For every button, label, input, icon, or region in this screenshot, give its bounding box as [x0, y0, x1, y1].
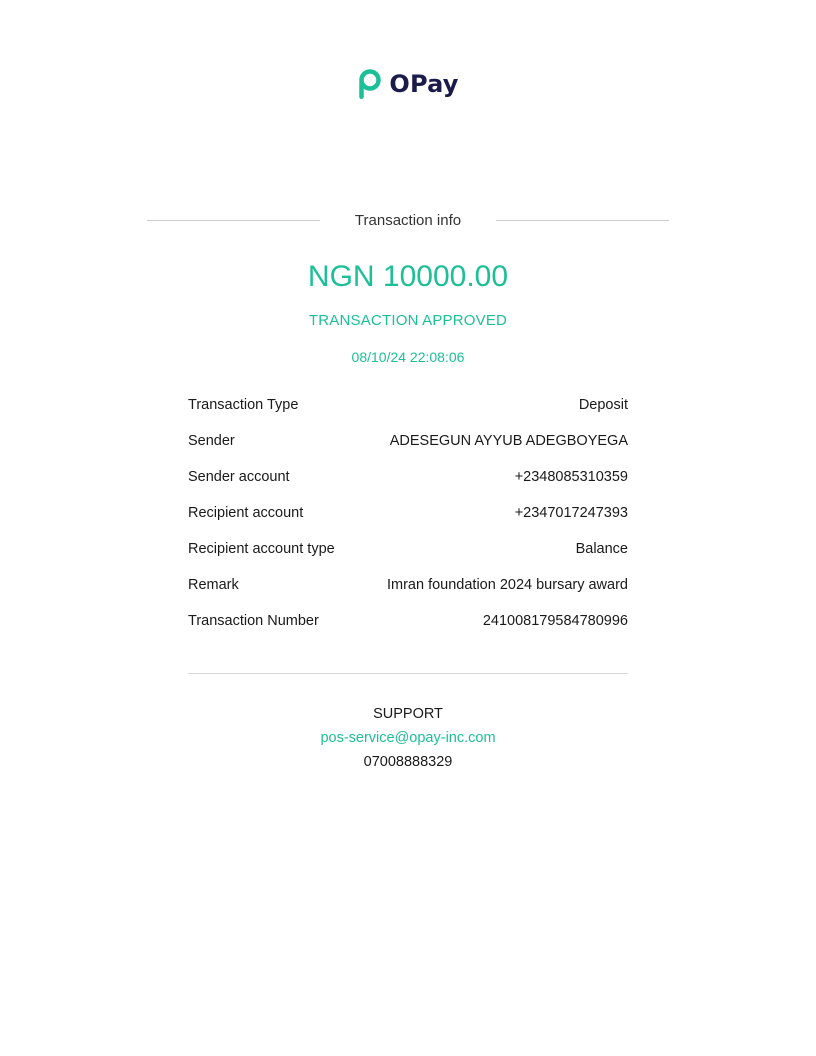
support-email-link[interactable]: pos-service@opay-inc.com [320, 730, 496, 746]
detail-label: Transaction Type [188, 397, 299, 413]
detail-row-sender [188, 423, 628, 459]
detail-label: Recipient account type [188, 541, 335, 557]
detail-label: Recipient account [188, 505, 304, 521]
detail-row-recipient-account [188, 495, 628, 531]
detail-row-sender-account [188, 459, 628, 495]
detail-value: ADESEGUN AYYUB ADEGBOYEGA [389, 433, 628, 449]
detail-label: Sender account [188, 469, 290, 485]
detail-value: Balance [575, 541, 628, 557]
detail-label: Transaction Number [188, 613, 319, 629]
detail-value: +2347017247393 [514, 505, 628, 521]
section-header-line-right [496, 220, 669, 221]
section-title: Transaction info [354, 211, 462, 229]
detail-row-recipient-account-type [188, 531, 628, 567]
detail-row-remark [188, 567, 628, 603]
transaction-datetime: 08/10/24 22:08:06 [351, 349, 465, 365]
support-phone: 07008888329 [363, 754, 453, 770]
detail-row-transaction-type [188, 387, 628, 423]
detail-label: Remark [188, 577, 239, 593]
transaction-amount: NGN 10000.00 [307, 260, 509, 293]
divider [188, 673, 628, 674]
support-title: SUPPORT [373, 706, 443, 722]
detail-value: Deposit [578, 397, 628, 413]
opay-logo [0, 68, 816, 100]
opay-logo-icon [357, 68, 383, 100]
section-header-line-left [147, 220, 320, 221]
transaction-details [188, 387, 628, 639]
detail-row-transaction-number [188, 603, 628, 639]
detail-value: 241008179584780996 [482, 613, 628, 629]
detail-value: Imran foundation 2024 bursary award [386, 577, 628, 593]
brand-name: OPay [389, 70, 459, 98]
detail-value: +2348085310359 [514, 469, 628, 485]
transaction-status: TRANSACTION APPROVED [308, 312, 508, 329]
detail-label: Sender [188, 433, 235, 449]
section-header [147, 208, 669, 232]
